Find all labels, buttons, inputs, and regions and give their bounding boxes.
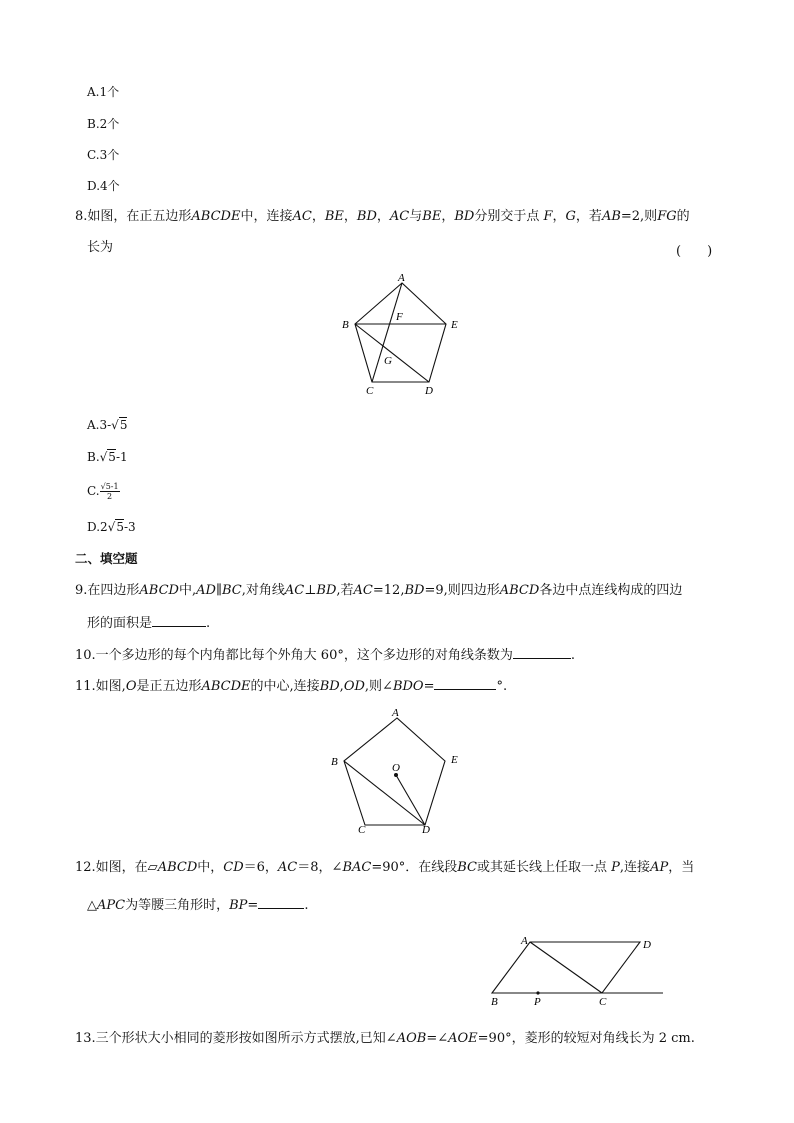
answer-blank[interactable]	[513, 646, 571, 659]
question-10-stem: 10.一个多边形的每个内角都比每个外角大 60°，这个多边形的对角线条数为 .	[75, 648, 575, 663]
question-9-stem-line2: 形的面积是 .	[87, 616, 211, 631]
question-9-stem: 9.在四边形ABCD中,AD∥BC,对角线AC⊥BD,若AC=12,BD=9,则四边形ABCD各边中点连线构成的四边	[75, 583, 683, 598]
option-d: D.4个	[87, 179, 120, 193]
option-a: A.1个	[87, 85, 120, 99]
label-g: G	[384, 355, 392, 367]
answer-parentheses: ( )	[676, 244, 713, 259]
q11-pentagon-figure	[325, 705, 470, 840]
label-a: A	[392, 707, 399, 719]
answer-blank[interactable]	[152, 614, 206, 627]
label-e: E	[451, 754, 458, 766]
answer-blank[interactable]	[258, 896, 304, 909]
label-e: E	[451, 319, 458, 331]
label-d: D	[643, 939, 651, 951]
question-13-stem: 13.三个形状大小相同的菱形按如图所示方式摆放,已知∠AOB=∠AOE=90°，菱形的较短对角线长为 2 cm.	[75, 1031, 695, 1046]
question-12-stem: 12.如图，在▱ABCD中，CD＝6，AC＝8，∠BAC=90°．在线段BC或其延长线上任取一点 P,连接AP，当	[75, 860, 695, 875]
label-d: D	[425, 385, 433, 397]
q8-option-a: A.3-√5	[87, 418, 128, 432]
label-o: O	[392, 762, 400, 774]
label-d: D	[422, 824, 430, 836]
option-c: C.3个	[87, 148, 120, 162]
q8-option-d: D.2√5-3	[87, 520, 136, 534]
label-p: P	[534, 996, 541, 1008]
label-c: C	[358, 824, 366, 836]
label-b: B	[342, 319, 349, 331]
question-8-stem-line2: 长为	[87, 240, 114, 255]
label-b: B	[491, 996, 498, 1008]
q8-option-c: C. $\frac{√5-1}{2}$	[87, 482, 119, 501]
q8-option-b: B.√5-1	[87, 450, 128, 464]
label-a: A	[398, 272, 405, 284]
section-heading: 二、填空题	[75, 551, 138, 566]
option-b: B.2个	[87, 117, 120, 131]
question-11-stem: 11.如图,O是正五边形ABCDE的中心,连接BD,OD,则∠BDO= °.	[75, 679, 508, 694]
label-c: C	[599, 996, 607, 1008]
label-a: A	[521, 935, 528, 947]
q8-pentagon-figure	[330, 270, 470, 400]
question-12-stem-line2: △APC为等腰三角形时，BP= .	[87, 898, 309, 913]
label-c: C	[366, 385, 374, 397]
question-8-stem: 8.如图，在正五边形ABCDE中，连接AC，BE，BD，AC与BE，BD分别交于点 F，G，若AB=2,则FG的	[75, 209, 690, 224]
label-b: B	[331, 756, 338, 768]
answer-blank[interactable]	[434, 677, 496, 690]
label-f: F	[396, 311, 403, 323]
q12-parallelogram-figure	[485, 930, 670, 1010]
